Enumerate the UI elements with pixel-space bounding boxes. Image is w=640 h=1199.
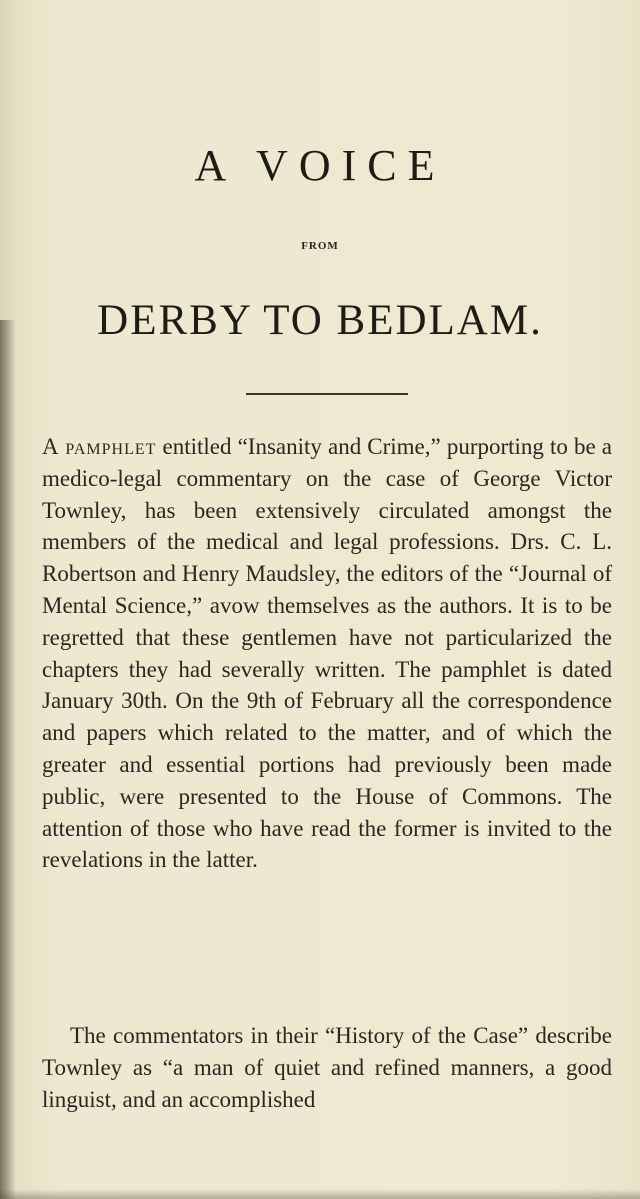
paragraph-1-text: entitled “Insanity and Crime,” purporting to be a medico-legal commentary on the case of George Victor Townley, has been extensively circulated amongst the members of the medical and legal professions. Drs. C. L. Robertson and Henry Maudsley, the editors of the “Journal of Mental Science,” avow themselves as the authors. It is to be regretted that these gentlemen have not particularized the chapters they had severally written. The pamphlet is dated January 30th. On the 9th of February all the correspondence and papers which related to the matter, and of which the greater and essential portions had previously been made public, were presented to the House of Commons. The attention of those who have read the former is invited to the revelations in the latter.	[42, 434, 612, 873]
title-connector: FROM	[301, 240, 339, 252]
page-title: A VOICE	[194, 141, 446, 190]
paragraph-1	[42, 431, 612, 876]
page-bottom-edge	[0, 1189, 640, 1199]
binding-shadow	[0, 320, 16, 1199]
paragraph-lead: A pamphlet	[42, 434, 157, 459]
title-divider	[246, 393, 408, 395]
paragraph-2: The commentators in their “History of the Case” describe Townley as “a man of quiet and refined manners, a good linguist, and an accomplished	[42, 1023, 612, 1112]
page-subtitle: DERBY TO BEDLAM.	[97, 297, 543, 344]
